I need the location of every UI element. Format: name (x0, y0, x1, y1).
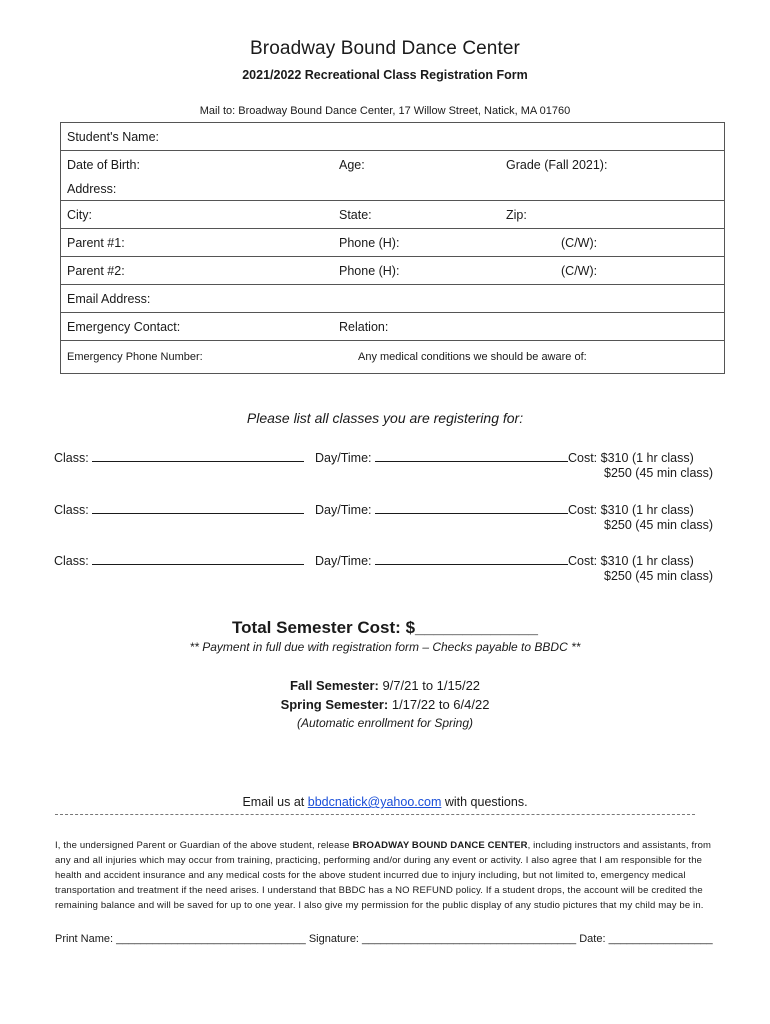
daytime-field[interactable] (315, 449, 694, 465)
medical-label[interactable]: Any medical conditions we should be aware of: (358, 351, 587, 363)
age-label[interactable]: Age: (339, 157, 365, 172)
class-blank[interactable] (92, 552, 304, 565)
cost-1hr: $310 (600, 503, 629, 517)
cost-label: Cost: (567, 503, 598, 517)
parent1-cw-label[interactable]: (C/W): (561, 235, 598, 250)
city-state-zip-row (61, 201, 725, 229)
release-company: BROADWAY BOUND DANCE CENTER (352, 840, 528, 851)
parent1-label[interactable]: Parent #1: (67, 235, 125, 250)
class-label: Class: (54, 451, 89, 465)
class-label: Class: (54, 554, 89, 568)
parent1-phone-label[interactable]: Phone (H): (339, 235, 400, 250)
spring-semester (0, 697, 770, 712)
emergency-phone-label[interactable]: Emergency Phone Number: (67, 351, 203, 363)
address-label: Address: (67, 182, 117, 196)
city-label[interactable]: City: (67, 207, 92, 222)
contact-prefix: Email us at (242, 795, 305, 809)
address-field[interactable] (61, 178, 725, 201)
parent2-label[interactable]: Parent #2: (67, 263, 125, 278)
classes-prompt: Please list all classes you are registering for: (246, 410, 524, 426)
cost-1hr: $310 (600, 554, 629, 568)
form-title: Broadway Bound Dance Center (250, 38, 520, 59)
email-link[interactable]: bbdcnatick@yahoo.com (307, 795, 442, 809)
class-field[interactable] (54, 449, 304, 465)
class-blank[interactable] (92, 449, 304, 462)
release-part1: I, the undersigned Parent or Guardian of the above student, release (55, 840, 350, 851)
fall-semester (0, 678, 770, 693)
cost-1hr-note: (1 hr class) (631, 503, 694, 517)
daytime-label: Day/Time: (315, 451, 372, 465)
daytime-field[interactable] (315, 552, 694, 568)
parent1-row (61, 229, 725, 257)
daytime-blank[interactable] (375, 552, 568, 565)
grade-label[interactable]: Grade (Fall 2021): (506, 157, 608, 172)
fall-label: Fall Semester: (289, 678, 379, 693)
parent2-phone-label[interactable]: Phone (H): (339, 263, 400, 278)
release-part2: , including instructors and assistants, from any and all injuries which may occur from training, practicing, performing and/or during any event or activity. I also agree that I am responsible for the health and accident insurance and any medical costs for the above student incurred due to injury including, but not limited to, emergency medical transportation and treatment if the need arises. I understand that BBDC has a NO REFUND policy. If a student drops, the account will be credited the remaining balance and will be saved for up to one year. I also give my permission for the public display of any studio pictures that my child may be in. (55, 840, 712, 911)
cost-45min: $250 (45 min class) (604, 569, 714, 583)
divider (55, 814, 695, 815)
payment-note: ** Payment in full due with registration form – Checks payable to BBDC ** (189, 640, 581, 654)
daytime-label: Day/Time: (315, 503, 372, 517)
cost-1hr-note: (1 hr class) (631, 451, 694, 465)
student-name-field[interactable] (61, 123, 725, 151)
total-label: Total Semester Cost: (232, 618, 401, 637)
cost-label: Cost: (567, 554, 598, 568)
daytime-label: Day/Time: (315, 554, 372, 568)
cost-1hr-note: (1 hr class) (631, 554, 694, 568)
dob-label[interactable]: Date of Birth: (67, 157, 140, 172)
auto-enroll-note: (Automatic enrollment for Spring) (296, 716, 474, 730)
mailing-address: Mail to: Broadway Bound Dance Center, 17 Willow Street, Natick, MA 01760 (199, 105, 571, 117)
student-name-label: Student's Name: (67, 129, 160, 144)
emergency-phone-row (61, 341, 725, 374)
class-field[interactable] (54, 501, 304, 517)
contact-suffix: with questions. (444, 795, 528, 809)
contact-line (0, 795, 770, 809)
student-info-table (60, 122, 725, 374)
date-field[interactable]: Date: _________________ (579, 933, 713, 945)
email-label: Email Address: (67, 291, 151, 306)
cost-45min: $250 (45 min class) (604, 466, 714, 480)
cost-1hr: $310 (600, 451, 629, 465)
relation-label[interactable]: Relation: (339, 319, 389, 334)
email-field[interactable] (61, 285, 725, 313)
daytime-field[interactable] (315, 501, 694, 517)
signature-row (55, 933, 713, 945)
signature-field[interactable]: Signature: ___________________________________ (308, 933, 577, 945)
class-field[interactable] (54, 552, 304, 568)
total-blank[interactable]: $_____________ (405, 618, 538, 637)
spring-label: Spring Semester: (280, 697, 389, 712)
state-label[interactable]: State: (339, 207, 372, 222)
dob-age-grade-row (61, 151, 725, 179)
class-blank[interactable] (92, 501, 304, 514)
daytime-blank[interactable] (375, 501, 568, 514)
emergency-contact-row (61, 313, 725, 341)
total-semester-cost (0, 618, 770, 638)
print-name-field[interactable]: Print Name: _______________________________ (55, 933, 306, 945)
release-statement (55, 838, 720, 913)
cost-45min: $250 (45 min class) (604, 518, 714, 532)
spring-dates: 1/17/22 to 6/4/22 (391, 697, 490, 712)
emergency-contact-label[interactable]: Emergency Contact: (67, 319, 181, 334)
class-label: Class: (54, 503, 89, 517)
form-subtitle: 2021/2022 Recreational Class Registration Form (242, 68, 528, 82)
cost-label: Cost: (567, 451, 598, 465)
parent2-row (61, 257, 725, 285)
zip-label[interactable]: Zip: (506, 207, 527, 222)
fall-dates: 9/7/21 to 1/15/22 (382, 678, 481, 693)
parent2-cw-label[interactable]: (C/W): (561, 263, 598, 278)
daytime-blank[interactable] (375, 449, 568, 462)
